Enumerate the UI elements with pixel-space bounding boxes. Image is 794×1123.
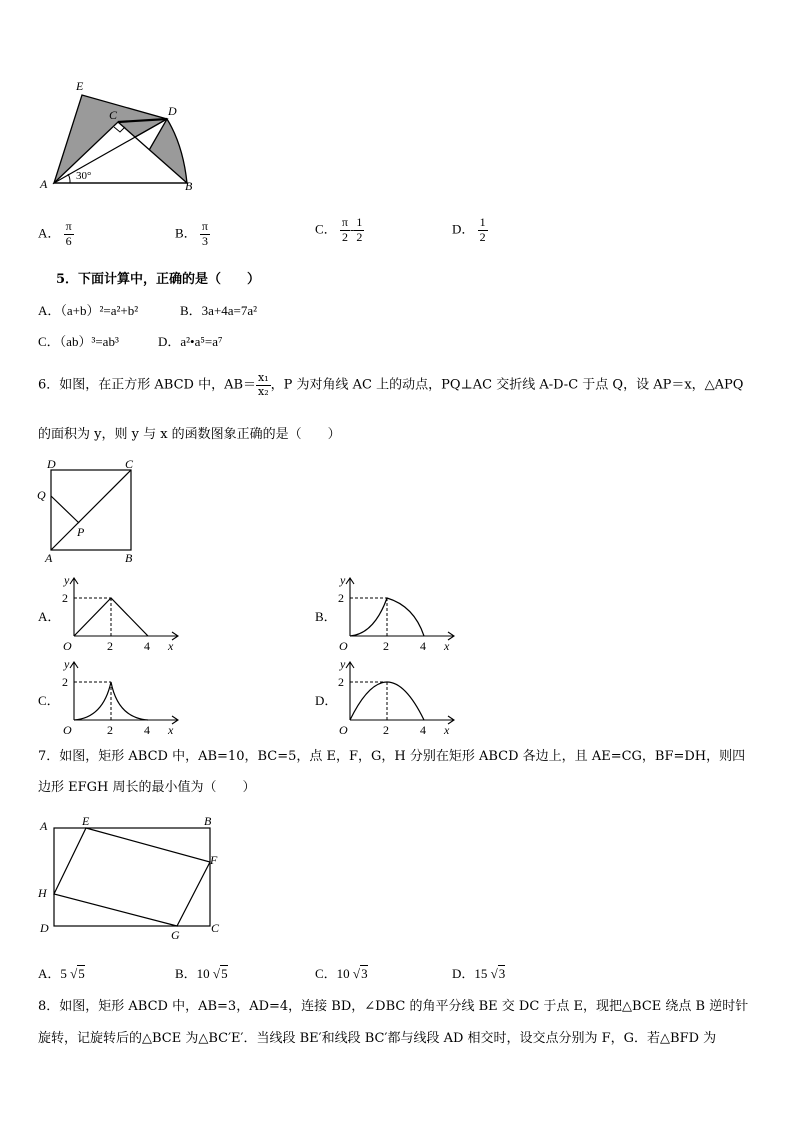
q7-label-d: D — [40, 921, 49, 935]
q4-angle-label: 30° — [76, 170, 92, 182]
q4-label-c: C — [109, 108, 118, 122]
q6-graph-b[interactable] — [334, 572, 464, 652]
numerator: π — [65, 219, 72, 233]
y-tick-label: 2 — [62, 591, 68, 605]
q6-stem-post: ，P 为对角线 AC 上的动点，PQ⊥AC 交折线 A-D-C 于点 Q，设 AP＝x，△APQ — [270, 377, 744, 393]
radicand: 3 — [361, 966, 368, 981]
q4-d-fraction — [478, 216, 488, 245]
q4-c-fraction-1 — [340, 216, 350, 245]
q6-option-c[interactable]: C． — [38, 693, 60, 708]
q5-stem: 5．下面计算中，正确的是（ ） — [56, 272, 261, 287]
x-axis-label: x — [168, 723, 174, 737]
origin-label: O — [63, 723, 72, 737]
x-tick-label: 4 — [420, 639, 426, 653]
radicand: 5 — [78, 966, 85, 981]
q6-ab-fraction — [256, 372, 271, 398]
x-tick-label: 4 — [144, 639, 150, 653]
q7-quadrilateral-efgh — [54, 828, 210, 926]
q6-option-b[interactable]: B． — [315, 609, 337, 624]
q6-label-d: D — [47, 457, 56, 471]
q5-option-b[interactable]: B．3a+4a=7a² — [180, 303, 258, 318]
axes — [346, 578, 454, 640]
axes — [70, 662, 178, 724]
q4-option-b[interactable] — [175, 220, 210, 249]
q7-option-c[interactable] — [315, 963, 368, 982]
q7-label-f: F — [210, 853, 218, 867]
q8-stem-line1: 8．如图，矩形 ABCD 中，AB=3，AD=4，连接 BD，∠DBC 的角平分线 BE 交 DC 于点 E，现把△BCE 绕点 B 逆时针 — [38, 999, 749, 1014]
option-letter: D． — [452, 221, 475, 237]
q8-stem-line2: 旋转，记旋转后的△BCE 为△BC′E′．当线段 BE′和线段 BC′都与线段 AD 相交时，设交点分别为 F，G．若△BFD 为 — [38, 1031, 717, 1046]
coefficient: 15 — [474, 966, 488, 981]
x-axis-label: x — [444, 723, 450, 737]
denominator: 2 — [356, 229, 363, 244]
q4-figure — [30, 75, 230, 195]
origin-label: O — [339, 723, 348, 737]
x-tick-label: 4 — [420, 723, 426, 737]
q6-graph-d[interactable] — [334, 656, 464, 736]
q7-option-a[interactable] — [38, 963, 85, 982]
q4-label-d: D — [168, 104, 177, 118]
y-axis-label: y — [340, 657, 346, 671]
option-letter: A． — [38, 225, 61, 241]
q6-option-a[interactable]: A． — [38, 609, 61, 624]
denominator: 3 — [201, 233, 208, 248]
option-letter: A． — [38, 966, 61, 981]
q7-label-h: H — [38, 886, 47, 900]
x-tick-label: 2 — [107, 639, 113, 653]
coefficient: 5 — [60, 966, 67, 981]
numerator: 1 — [479, 215, 486, 229]
q7-label-c: C — [211, 921, 220, 935]
q4-label-e: E — [76, 79, 84, 93]
axes — [346, 662, 454, 724]
q4-option-d[interactable] — [452, 216, 488, 245]
radicand: 3 — [498, 966, 506, 981]
q6-label-q: Q — [37, 488, 46, 502]
q4-option-a[interactable] — [38, 220, 74, 249]
q6-segment-pq — [51, 496, 79, 523]
q7-stem-line2: 边形 EFGH 周长的最小值为（ ） — [38, 780, 256, 795]
numerator: x₁ — [258, 371, 269, 384]
option-letter: D． — [452, 966, 475, 981]
q6-diagonal-ac — [51, 470, 131, 550]
sqrt-icon: √ — [212, 966, 221, 981]
sqrt-icon: √ — [352, 966, 361, 981]
q6-label-a: A — [45, 551, 53, 565]
q7-rectangle-abcd — [54, 828, 210, 926]
q6-option-d[interactable]: D． — [315, 693, 338, 708]
q6-graph-c[interactable] — [58, 656, 188, 736]
q6-label-b: B — [125, 551, 133, 565]
x-tick-label: 4 — [144, 723, 150, 737]
q6-stem-line1 — [38, 372, 743, 398]
numerator: π — [341, 215, 348, 229]
q7-option-b[interactable] — [175, 963, 228, 982]
q6-label-c: C — [125, 457, 134, 471]
denominator: x₂ — [258, 384, 269, 398]
numerator: 1 — [356, 215, 363, 229]
q7-label-e: E — [82, 814, 90, 828]
minus-sign: - — [349, 221, 355, 237]
x-tick-label: 2 — [383, 639, 389, 653]
coefficient: 10 — [336, 966, 350, 981]
x-tick-label: 2 — [383, 723, 389, 737]
q4-b-fraction — [200, 220, 210, 249]
q4-label-a: A — [40, 177, 48, 191]
y-tick-label: 2 — [338, 591, 344, 605]
q7-option-d[interactable] — [452, 963, 505, 982]
q6-label-p: P — [77, 525, 85, 539]
option-letter: B． — [175, 225, 197, 241]
q6-stem-pre: 6．如图，在正方形 ABCD 中，AB＝ — [38, 377, 257, 393]
option-letter: C． — [315, 221, 337, 237]
y-axis-label: y — [64, 657, 70, 671]
x-tick-label: 2 — [107, 723, 113, 737]
q5-option-a[interactable]: A．（a+b）²=a²+b² — [38, 303, 139, 318]
q7-rectangle-figure — [34, 812, 234, 942]
sqrt-icon: √ — [70, 966, 78, 981]
origin-label: O — [63, 639, 72, 653]
q7-label-a: A — [40, 819, 48, 833]
origin-label: O — [339, 639, 348, 653]
option-letter: B． — [175, 966, 197, 981]
y-axis-label: y — [64, 573, 70, 587]
denominator: 6 — [65, 233, 72, 248]
sqrt-icon: √ — [490, 966, 498, 981]
axes — [70, 578, 178, 640]
y-axis-label: y — [340, 573, 346, 587]
x-axis-label: x — [444, 639, 450, 653]
coefficient: 10 — [196, 966, 210, 981]
x-axis-label: x — [168, 639, 174, 653]
q6-stem-line2: 的面积为 y，则 y 与 x 的函数图象正确的是（ ） — [38, 427, 341, 442]
option-letter: C． — [315, 966, 337, 981]
denominator: 2 — [479, 229, 486, 244]
q7-label-b: B — [204, 814, 212, 828]
q6-graph-a[interactable] — [58, 572, 188, 652]
q5-option-c[interactable]: C．（ab）³=ab³ — [38, 334, 119, 349]
q4-a-fraction — [64, 220, 74, 249]
q6-square-figure — [35, 456, 145, 566]
q4-option-c[interactable] — [315, 216, 364, 245]
q7-stem-line1: 7．如图，矩形 ABCD 中，AB=10，BC=5，点 E，F，G，H 分别在矩形 ABCD 各边上，且 AE=CG，BF=DH，则四 — [38, 749, 746, 764]
denominator: 2 — [341, 229, 348, 244]
q7-label-g: G — [171, 928, 180, 942]
q5-option-d[interactable]: D．a²•a⁵=a⁷ — [158, 334, 223, 349]
y-tick-label: 2 — [62, 675, 68, 689]
radicand: 5 — [221, 966, 228, 981]
y-tick-label: 2 — [338, 675, 344, 689]
numerator: π — [201, 219, 208, 233]
q4-label-b: B — [185, 179, 193, 193]
q4-c-fraction-2 — [354, 216, 364, 245]
